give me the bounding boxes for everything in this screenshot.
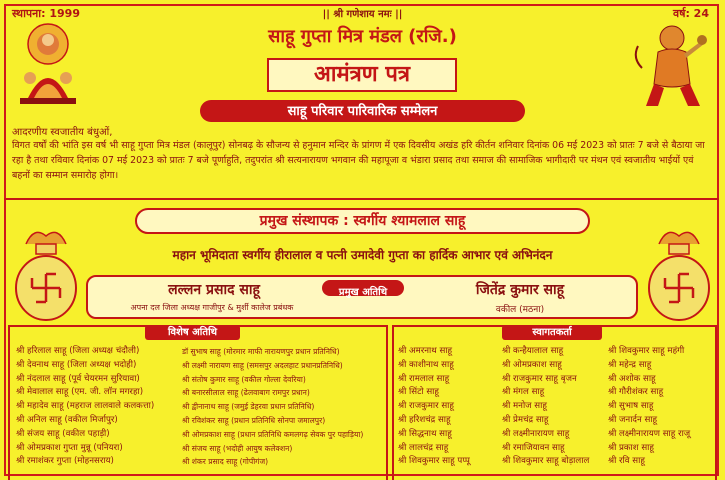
list-item: श्री राजकुमार साहू बृजन <box>502 373 577 384</box>
special-guests-label: विशेष अतिथि <box>145 325 240 340</box>
list-item: श्री सिंटो साहू <box>398 387 439 398</box>
list-item: डॉ सुभाष साहू (मोरमार माफी नारायणपुर प्रधान प्रतिनिधि) <box>182 347 340 356</box>
list-item: श्री रविशंकर साहू (प्रधान प्रतिनिधि सोनपा जमालपुर) <box>182 415 326 425</box>
invitation-title: आमंत्रण पत्र <box>314 62 410 87</box>
list-item: श्री सुभाष साहू <box>608 401 654 412</box>
list-item: श्री राजकुमार साहू <box>398 401 454 412</box>
list-item: श्री अनिल साहू (वकील मिर्जापुर) <box>16 414 118 425</box>
list-item: श्री शिवकुमार साहू पप्पू <box>398 456 470 467</box>
kalash-swastika-icon <box>12 222 80 322</box>
event-banner-text: साहू परिवार पारिवारिक सम्मेलन <box>287 104 438 119</box>
list-item: श्री महादेव साहू (महराज लालवाले कलकत्ता) <box>16 401 155 412</box>
list-item: श्री शिवकुमार साहू बोड़ालाल <box>502 456 590 467</box>
section-divider <box>4 198 719 200</box>
list-item: श्री रमाशंकर गुप्ता (मोहनसराय) <box>16 456 114 467</box>
list-item: श्री हरिलाल साहू (जिला अध्यक्ष चंदौली) <box>16 346 140 356</box>
special-guests-panel <box>8 325 388 480</box>
founder-text: प्रमुख संस्थापक : स्वर्गीय श्यामलाल साहू <box>259 213 466 229</box>
list-item: श्री कन्हैयालाल साहू <box>502 346 564 356</box>
list-item: श्री गौरीशंकर साहू <box>608 387 664 398</box>
salutation: आदरणीय स्वजातीय बंधुओं, <box>12 127 113 138</box>
welcomers-label: स्वागतकर्ता <box>502 325 602 340</box>
list-item: श्री मनोज साहू <box>502 401 547 412</box>
list-item: श्री ओमप्रकाश साहू (प्रधान प्रतिनिधि कमलगढ़ सेवक पुर पहाड़िया) <box>182 429 364 439</box>
list-item: श्री रमाजियावन साहू <box>502 442 565 453</box>
special-guests-column-2 <box>182 345 386 469</box>
list-item: श्री महेन्द्र साहू <box>608 359 652 370</box>
invocation: || श्री गणेशाय नमः || <box>322 9 403 20</box>
list-item: श्री लक्ष्मी नारायण साहू (समसपुर अदलहाट प्रधानप्रतिनिधि) <box>182 360 343 370</box>
welcomers-column-3 <box>608 345 716 469</box>
list-item: श्री सिद्धनाथ साहू <box>398 428 452 439</box>
organization-name: साहू गुप्ता मित्र मंडल (रजि.) <box>268 26 457 47</box>
gratitude-line: महान भूमिदाता स्वर्गीय हीरालाल व पत्नी उमादेवी गुप्ता का हार्दिक आभार एवं अभिनंदन <box>172 248 553 262</box>
invitation-body: विगत वर्षों की भांति इस वर्ष भी साहू गुप्ता मित्र मंडल (कालूपुर) सोनबढ़ के सौजन्य से हनुमान मन्दिर के प्रांगण में एक दिवसीय अखंड हरि कीर्तन शनिवार दिनांक 06 मई 2023 को प्रातः 7 बजे से बैठाया जा रहा है तथा रविवार दिनांक 07 मई 2023 को प्रातः 7 बजे पूर्णाहुति, तदुपरांत श्री सत्यनारायण भगवान की महापूजा व भंडारा प्रसाद तथा समाज की सामाजिक भागीदारी पर मंथन एवं स्वजातीय भाईयों एवं बहनों का सम्मान समारोह होगा। <box>12 140 705 181</box>
list-item: श्री प्रेमचंद्र साहू <box>502 414 549 425</box>
founder-box <box>135 208 590 234</box>
chief-guests-label-text: प्रमुख अतिथि <box>338 287 388 298</box>
list-item: श्री नंदलाल साहू (पूर्व चेयरमन सुरियावा) <box>16 373 140 384</box>
chief-guest-2-name: जितेंद्र कुमार साहू <box>475 282 565 298</box>
list-item: श्री संतोष कुमार साहू (वकील गोल्ला देवरिया) <box>182 374 306 384</box>
established-year: स्थापना: 1999 <box>12 7 80 20</box>
welcomers-column-1 <box>398 345 498 469</box>
kalash-swastika-icon <box>645 222 713 322</box>
list-item: श्री रवि साहू <box>608 456 645 467</box>
list-item: श्री प्रकाश साहू <box>608 442 654 453</box>
chief-guest-2-desc: वकील (मठना) <box>495 305 545 315</box>
list-item: श्री मंगल साहू <box>502 387 545 398</box>
list-item: श्री अशोक साहू <box>608 373 656 384</box>
list-item: श्री मेवालाल साहू (एम. जी. लॉन मगरहा) <box>16 387 144 398</box>
list-item: श्री बनारसीलाल साहू (ढेलवाबाग रामपुर प्रधान) <box>182 388 310 398</box>
list-item: श्री अमरनाथ साहू <box>398 346 453 356</box>
special-guests-column-1 <box>16 345 186 469</box>
welcomers-column-2 <box>502 345 612 469</box>
list-item: श्री हरिशचंद्र साहू <box>398 414 451 425</box>
list-item: श्री द्वीनानाथ साहू (जमुई डेहरवा प्रधान प्रतिनिधि) <box>182 402 315 412</box>
list-item: श्री संजय साहू (वकील पहाड़ी) <box>16 428 110 439</box>
list-item: श्री लालचंद्र साहू <box>398 442 449 453</box>
edition-year: वर्ष: 24 <box>672 7 709 20</box>
chief-guest-1-desc: अपना दल जिला अध्यक्ष गाजीपुर & मुर्शी कालेज प्रबंधक <box>130 303 294 312</box>
list-item: श्री ओमप्रकाश साहू <box>502 359 562 370</box>
list-item: श्री शिवकुमार साहू महंगी <box>608 346 685 356</box>
event-banner <box>200 100 525 122</box>
invitation-title-box <box>267 58 457 92</box>
chief-guests-label <box>322 280 404 296</box>
list-item: श्री संजय साहू (भदोही आयुष कलेक्शन) <box>182 443 293 453</box>
list-item: श्री जनार्दन साहू <box>608 414 658 425</box>
list-item: श्री लक्ष्मीनारायण साहू राजू <box>608 428 691 439</box>
welcomers-panel <box>392 325 717 480</box>
list-item: श्री रामलाल साहू <box>398 373 450 384</box>
deity-group-icon <box>14 18 82 106</box>
list-item: श्री शंकर प्रसाद साहू (गोपीगंज) <box>182 457 269 467</box>
list-item: श्री काशीनाथ साहू <box>398 359 454 370</box>
chief-guest-1-name: लल्लन प्रसाद साहू <box>168 282 260 298</box>
hanuman-icon <box>628 18 708 110</box>
list-item: श्री लक्ष्मीनारायण साहू <box>502 428 570 439</box>
list-item: श्री देवनाथ साहू (जिला अध्यक्ष भदोही) <box>16 359 137 370</box>
list-item: श्री ओमप्रकाश गुप्ता मुन्नू (पनियरा) <box>16 442 123 453</box>
